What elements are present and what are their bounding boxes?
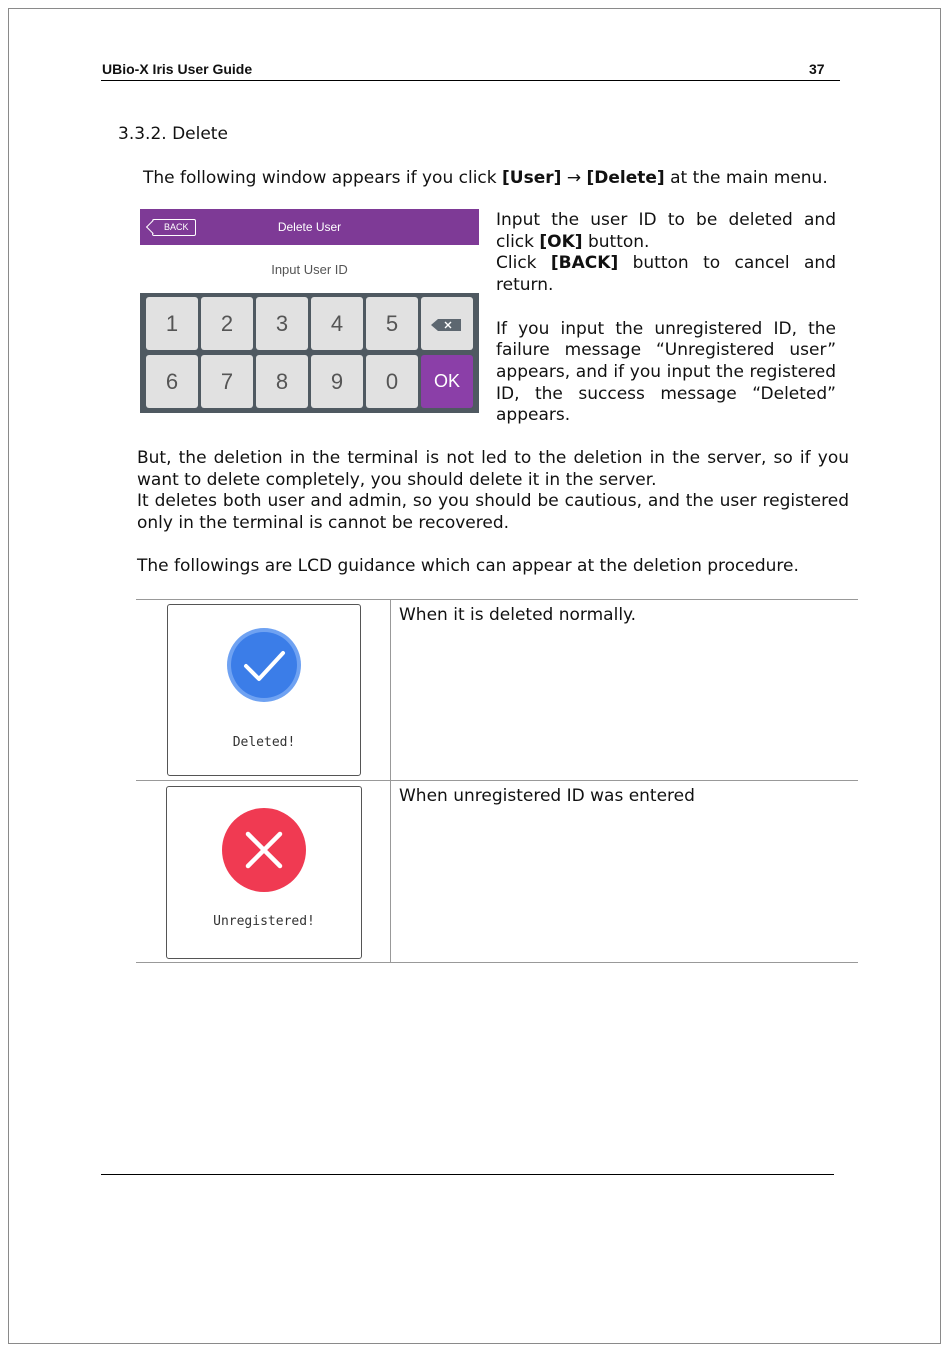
key-4[interactable]: 4 — [311, 297, 363, 350]
table-mid-rule — [136, 780, 858, 781]
lcd-message-unregistered: Unregistered! — [213, 914, 315, 929]
footer-rule — [101, 1174, 834, 1175]
back-button[interactable]: BACK — [152, 219, 196, 236]
body-paragraph-1 — [137, 448, 849, 535]
key-3[interactable]: 3 — [256, 297, 308, 350]
body-p1: But, the deletion in the terminal is not led to the deletion in the server, so if you want to delete completely, you should delete it in the server. — [137, 448, 849, 490]
key-8[interactable]: 8 — [256, 355, 308, 408]
numeric-keypad — [140, 293, 479, 413]
key-1[interactable]: 1 — [146, 297, 198, 350]
lcd-unregistered-screen — [166, 786, 362, 959]
intro-delete: [Delete] — [586, 168, 665, 188]
cross-icon — [222, 808, 306, 892]
intro-user: [User] — [502, 168, 562, 188]
lcd-message-deleted: Deleted! — [232, 735, 296, 750]
input-user-id-label: Input User ID — [271, 262, 348, 277]
table-bottom-rule — [136, 962, 858, 963]
key-9[interactable]: 9 — [311, 355, 363, 408]
table-top-rule — [136, 599, 858, 600]
intro-text: The following window appears if you click — [143, 168, 503, 188]
key-0[interactable]: 0 — [366, 355, 418, 408]
body-p3: The followings are LCD guidance which can appear at the deletion procedure. — [137, 556, 799, 576]
header-title: UBio-X Iris User Guide — [102, 61, 253, 77]
side-text-2: Click — [496, 253, 551, 274]
lcd-deleted-screen — [167, 604, 361, 776]
header-rule — [101, 80, 840, 81]
intro-end: at the main menu. — [664, 168, 828, 188]
table-divider — [390, 599, 391, 962]
backspace-key[interactable] — [421, 297, 473, 350]
intro-paragraph — [143, 168, 828, 188]
side-ok: [OK] — [539, 231, 583, 252]
side-back: [BACK] — [550, 253, 619, 274]
key-7[interactable]: 7 — [201, 355, 253, 408]
key-2[interactable]: 2 — [201, 297, 253, 350]
body-paragraph-2 — [137, 556, 849, 578]
page-number: 37 — [809, 61, 825, 77]
device-title-bar — [140, 209, 479, 245]
body-p2: It deletes both user and admin, so you should be cautious, and the user registered only in the terminal is cannot be recovered. — [137, 491, 849, 534]
key-6[interactable]: 6 — [146, 355, 198, 408]
key-5[interactable]: 5 — [366, 297, 418, 350]
row-description-unregistered: When unregistered ID was entered — [399, 786, 695, 806]
device-title: Delete User — [277, 220, 342, 234]
side-text-1: Input the user ID to be deleted and click — [496, 210, 836, 252]
ok-key[interactable]: OK — [421, 355, 473, 408]
arrow-icon: → — [566, 168, 582, 188]
section-heading: 3.3.2. Delete — [118, 124, 228, 144]
side-line-back — [496, 253, 836, 296]
backspace-icon — [431, 319, 461, 331]
side-instructions — [496, 210, 836, 427]
side-text-2-end: button to cancel and return. — [496, 253, 836, 296]
side-line-messages: If you input the unregistered ID, the failure message “Unregistered user” appears, and if you input the registered ID, the success message “Deleted” appears. — [496, 318, 836, 426]
side-line-ok — [496, 210, 836, 253]
check-icon — [226, 627, 302, 703]
delete-user-screenshot — [140, 209, 479, 413]
row-description-deleted: When it is deleted normally. — [399, 605, 637, 625]
side-text-1-end: button. — [582, 231, 650, 252]
